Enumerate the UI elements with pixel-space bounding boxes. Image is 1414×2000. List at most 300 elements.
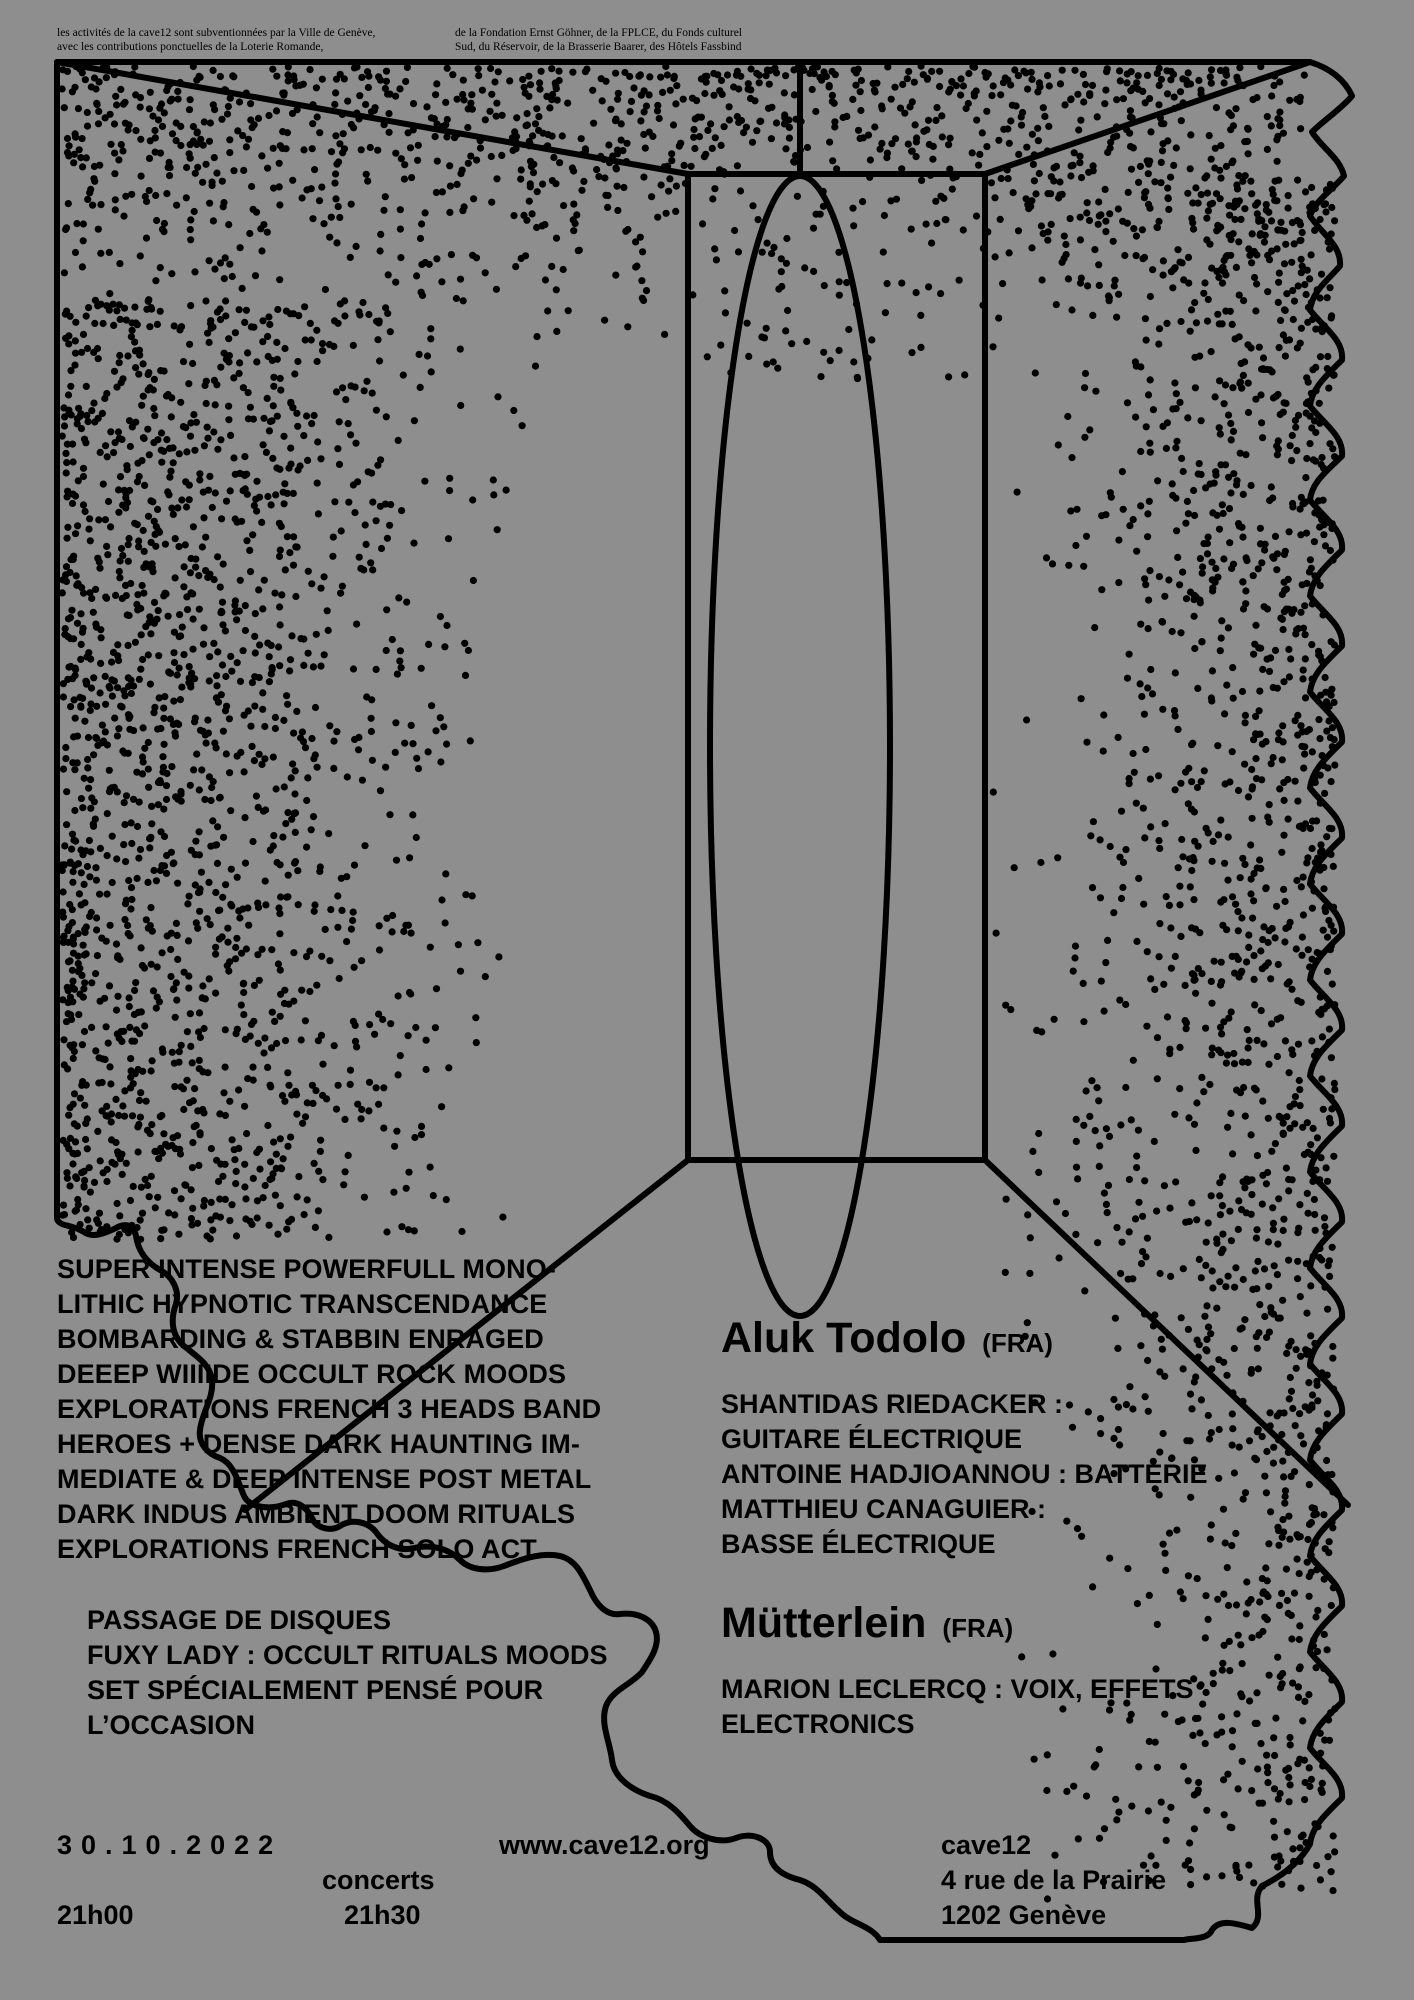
stipple-dot [469,252,476,259]
stipple-dot [544,307,551,314]
stipple-dot [290,533,297,540]
stipple-dot [228,902,235,909]
stipple-dot [319,76,326,83]
stipple-dot [829,157,836,164]
stipple-dot [1248,1370,1255,1377]
stipple-dot [460,77,467,84]
stipple-dot [1219,1202,1226,1209]
stipple-dot [639,248,646,255]
stipple-dot [949,186,956,193]
stipple-dot [1328,686,1335,693]
stipple-dot [148,1121,155,1128]
stipple-dot [1280,738,1287,745]
stipple-dot [69,500,76,507]
stipple-dot [444,116,451,123]
stipple-dot [351,862,358,869]
stipple-dot [1098,978,1105,985]
stipple-dot [180,651,187,658]
stipple-dot [186,893,193,900]
stipple-dot [464,124,471,131]
stipple-dot [1248,1634,1255,1641]
stipple-dot [1198,638,1205,645]
stipple-dot [255,1040,262,1047]
stipple-dot [112,93,119,100]
stipple-dot [1072,1231,1079,1238]
stipple-dot [1215,1475,1222,1482]
stipple-dot [67,635,74,642]
stipple-dot [437,758,444,765]
stipple-dot [1125,189,1132,196]
stipple-dot [270,383,277,390]
stipple-dot [1205,296,1212,303]
stipple-dot [147,681,154,688]
stipple-dot [249,531,256,538]
stipple-dot [1326,1538,1333,1545]
stipple-dot [413,272,420,279]
stipple-dot [663,210,670,217]
stipple-dot [1324,1853,1331,1860]
stipple-dot [227,487,234,494]
stipple-dot [1113,96,1120,103]
stipple-dot [546,104,553,111]
stipple-dot [1216,526,1223,533]
stipple-dot [1227,1110,1234,1117]
stipple-dot [494,526,501,533]
stipple-dot [575,247,582,254]
stipple-dot [1074,1175,1081,1182]
stipple-dot [1041,113,1048,120]
stipple-dot [1038,222,1045,229]
stipple-dot [578,187,585,194]
stipple-dot [1225,412,1232,419]
stipple-dot [248,1221,255,1228]
stipple-dot [1135,875,1142,882]
stipple-dot [1286,1125,1293,1132]
stipple-dot [206,653,213,660]
stipple-dot [852,82,859,89]
stipple-dot [495,68,502,75]
sponsor-line: Sud, du Réservoir, de la Brasserie Baarer, des Hôtels Fassbind [455,41,742,53]
stipple-dot [126,1024,133,1031]
stipple-dot [172,535,179,542]
stipple-dot [146,835,153,842]
stipple-dot [783,260,790,267]
stipple-dot [524,110,531,117]
stipple-dot [311,908,318,915]
description-line: BOMBARDING & STABBIN ENRAGED [57,1324,544,1354]
stipple-dot [77,1095,84,1102]
stipple-dot [1266,1672,1273,1679]
stipple-dot [1137,680,1144,687]
stipple-dot [1218,635,1225,642]
stipple-dot [1077,214,1084,221]
stipple-dot [126,726,133,733]
stipple-dot [640,174,647,181]
stipple-dot [1242,719,1249,726]
stipple-dot [75,953,82,960]
stipple-dot [169,130,176,137]
stipple-dot [443,622,450,629]
stipple-dot [1153,224,1160,231]
stipple-dot [334,445,341,452]
stipple-dot [433,255,440,262]
stipple-dot [755,216,762,223]
stipple-dot [770,244,777,251]
stipple-dot [111,120,118,127]
stipple-dot [186,675,193,682]
stipple-dot [331,101,338,108]
stipple-dot [146,1193,153,1200]
stipple-dot [1080,71,1087,78]
stipple-dot [1250,870,1257,877]
stipple-dot [1270,82,1277,89]
stipple-dot [730,83,737,90]
stipple-dot [1185,280,1192,287]
stipple-dot [186,496,193,503]
stipple-dot [94,952,101,959]
stipple-dot [158,447,165,454]
stipple-dot [308,420,315,427]
stipple-dot [230,73,237,80]
stipple-dot [75,105,82,112]
stipple-dot [1147,128,1154,135]
stipple-dot [1248,766,1255,773]
stipple-dot [143,1098,150,1105]
stipple-dot [168,96,175,103]
stipple-dot [939,133,946,140]
records-line: FUXY LADY : OCCULT RITUALS MOODS [87,1640,608,1670]
stipple-dot [411,417,418,424]
stipple-dot [1209,587,1216,594]
stipple-dot [1290,316,1297,323]
stipple-dot [92,970,99,977]
stipple-dot [1250,897,1257,904]
stipple-dot [1203,1807,1210,1814]
stipple-dot [312,751,319,758]
stipple-dot [827,357,834,364]
stipple-dot [341,312,348,319]
stipple-dot [513,114,520,121]
stipple-dot [230,454,237,461]
stipple-dot [1263,1180,1270,1187]
stipple-dot [82,1120,89,1127]
stipple-dot [473,1039,480,1046]
stipple-dot [1083,739,1090,746]
stipple-dot [1210,1680,1217,1687]
stipple-dot [1145,597,1152,604]
stipple-dot [438,278,445,285]
stipple-dot [237,577,244,584]
stipple-dot [601,317,608,324]
stipple-dot [236,98,243,105]
stipple-dot [70,556,77,563]
stipple-dot [183,503,190,510]
stipple-dot [364,68,371,75]
stipple-dot [1277,1014,1284,1021]
stipple-dot [1049,560,1056,567]
stipple-dot [126,417,133,424]
stipple-dot [1227,308,1234,315]
stipple-dot [1059,67,1066,74]
stipple-dot [132,364,139,371]
stipple-dot [191,1085,198,1092]
stipple-dot [1102,87,1109,94]
stipple-dot [1250,572,1257,579]
stipple-dot [676,143,683,150]
stipple-dot [920,128,927,135]
stipple-dot [202,731,209,738]
stipple-dot [1322,674,1329,681]
stipple-dot [1182,1017,1189,1024]
stipple-dot [392,93,399,100]
records-line: PASSAGE DE DISQUES [87,1605,392,1635]
stipple-dot [1256,688,1263,695]
stipple-dot [1264,1779,1271,1786]
stipple-dot [1185,1777,1192,1784]
stipple-dot [1264,288,1271,295]
stipple-dot [1295,1694,1302,1701]
stipple-dot [1236,1874,1243,1881]
stipple-dot [1095,198,1102,205]
stipple-dot [236,370,243,377]
stipple-dot [219,621,226,628]
stipple-dot [115,657,122,664]
stipple-dot [411,1134,418,1141]
stipple-dot [241,712,248,719]
stipple-dot [88,407,95,414]
stipple-dot [1311,1196,1318,1203]
stipple-dot [250,324,257,331]
stipple-dot [1297,1885,1304,1892]
stipple-dot [1176,399,1183,406]
stipple-dot [373,517,380,524]
stipple-dot [1010,189,1017,196]
stipple-dot [104,1166,111,1173]
stipple-dot [229,1136,236,1143]
stipple-dot [145,784,152,791]
stipple-dot [1154,1034,1161,1041]
stipple-dot [1246,252,1253,259]
stipple-dot [64,135,71,142]
stipple-dot [1176,883,1183,890]
stipple-dot [1124,399,1131,406]
stipple-dot [1285,192,1292,199]
stipple-dot [582,68,589,75]
website-link[interactable]: www.cave12.org [499,1830,710,1860]
stipple-dot [1279,1680,1286,1687]
stipple-dot [333,161,340,168]
stipple-dot [395,1071,402,1078]
stipple-dot [154,1194,161,1201]
stipple-dot [503,487,510,494]
stipple-dot [273,785,280,792]
stipple-dot [1184,414,1191,421]
stipple-dot [735,248,742,255]
stipple-dot [376,922,383,929]
stipple-dot [1326,1026,1333,1033]
stipple-dot [212,990,219,997]
stipple-dot [1178,836,1185,843]
stipple-dot [222,1196,229,1203]
stipple-dot [523,217,530,224]
stipple-dot [405,1032,412,1039]
stipple-dot [347,1081,354,1088]
stipple-dot [1192,184,1199,191]
stipple-dot [1229,1150,1236,1157]
stipple-dot [1029,131,1036,138]
stipple-dot [174,880,181,887]
stipple-dot [93,1216,100,1223]
stipple-dot [277,621,284,628]
stipple-dot [1168,965,1175,972]
stipple-dot [368,715,375,722]
stipple-dot [1314,1397,1321,1404]
stipple-dot [1248,482,1255,489]
stipple-dot [1189,219,1196,226]
stipple-dot [249,743,256,750]
stipple-dot [242,1195,249,1202]
stipple-dot [1299,675,1306,682]
band-origin: (FRA) [942,1613,1014,1643]
stipple-dot [234,519,241,526]
stipple-dot [1280,409,1287,416]
stipple-dot [1032,190,1039,197]
stipple-dot [711,185,718,192]
stipple-dot [1302,655,1309,662]
stipple-dot [1106,1133,1113,1140]
stipple-dot [1142,1253,1149,1260]
stipple-dot [217,436,224,443]
stipple-dot [1224,877,1231,884]
stipple-dot [178,496,185,503]
stipple-dot [657,74,664,81]
stipple-dot [280,717,287,724]
stipple-dot [109,833,116,840]
stipple-dot [1323,1457,1330,1464]
stipple-dot [1100,748,1107,755]
stipple-dot [96,565,103,572]
stipple-dot [249,1064,256,1071]
stipple-dot [170,986,177,993]
stipple-dot [1124,1565,1131,1572]
stipple-dot [710,70,717,77]
stipple-dot [1316,735,1323,742]
stipple-dot [488,199,495,206]
stipple-dot [1268,92,1275,99]
stipple-dot [87,537,94,544]
stipple-dot [1132,414,1139,421]
stipple-dot [1274,1412,1281,1419]
stipple-dot [79,695,86,702]
stipple-dot [336,140,343,147]
stipple-dot [945,373,952,380]
stipple-dot [121,692,128,699]
stipple-dot [149,568,156,575]
stipple-dot [1261,603,1268,610]
stipple-dot [1306,1593,1313,1600]
stipple-dot [160,1130,167,1137]
stipple-dot [311,901,318,908]
stipple-dot [1265,1540,1272,1547]
stipple-dot [287,310,294,317]
stipple-dot [403,1185,410,1192]
stipple-dot [804,144,811,151]
stipple-dot [168,763,175,770]
stipple-dot [1324,764,1331,771]
stipple-dot [1177,88,1184,95]
stipple-dot [1240,491,1247,498]
stipple-dot [599,97,606,104]
stipple-dot [209,504,216,511]
stipple-dot [306,988,313,995]
stipple-dot [1212,565,1219,572]
stipple-dot [103,1178,110,1185]
stipple-dot [151,599,158,606]
stipple-dot [1205,1616,1212,1623]
stipple-dot [81,881,88,888]
stipple-dot [1326,284,1333,291]
stipple-dot [527,180,534,187]
stipple-dot [148,1067,155,1074]
stipple-dot [411,1227,418,1234]
stipple-dot [72,665,79,672]
records-line: SET SPÉCIALEMENT PENSÉ POUR [87,1675,544,1705]
stipple-dot [248,183,255,190]
stipple-dot [1324,968,1331,975]
stipple-dot [1133,233,1140,240]
stipple-dot [205,879,212,886]
stipple-dot [1067,172,1074,179]
stipple-dot [1133,1164,1140,1171]
stipple-dot [1253,1689,1260,1696]
stipple-dot [1254,210,1261,217]
stipple-dot [92,1047,99,1054]
stipple-dot [246,230,253,237]
stipple-dot [1231,970,1238,977]
stipple-dot [170,698,177,705]
stipple-dot [831,123,838,130]
stipple-dot [1073,1138,1080,1145]
stipple-dot [135,855,142,862]
stipple-dot [475,65,482,72]
stipple-dot [1302,1779,1309,1786]
stipple-dot [1209,1284,1216,1291]
stipple-dot [308,336,315,343]
stipple-dot [387,328,394,335]
stipple-dot [369,566,376,573]
stipple-dot [1222,461,1229,468]
stipple-dot [260,415,267,422]
stipple-dot [1268,217,1275,224]
stipple-dot [134,875,141,882]
stipple-dot [1325,385,1332,392]
stipple-dot [1019,109,1026,116]
stipple-dot [1190,857,1197,864]
stipple-dot [1031,1756,1038,1763]
stipple-dot [70,1055,77,1062]
stipple-dot [461,203,468,210]
stipple-dot [1200,1088,1207,1095]
stipple-dot [298,987,305,994]
stipple-dot [884,280,891,287]
stipple-dot [269,357,276,364]
stipple-dot [1192,384,1199,391]
stipple-dot [281,1098,288,1105]
stipple-dot [236,359,243,366]
stipple-dot [1329,1887,1336,1894]
stipple-dot [853,69,860,76]
stipple-dot [204,717,211,724]
